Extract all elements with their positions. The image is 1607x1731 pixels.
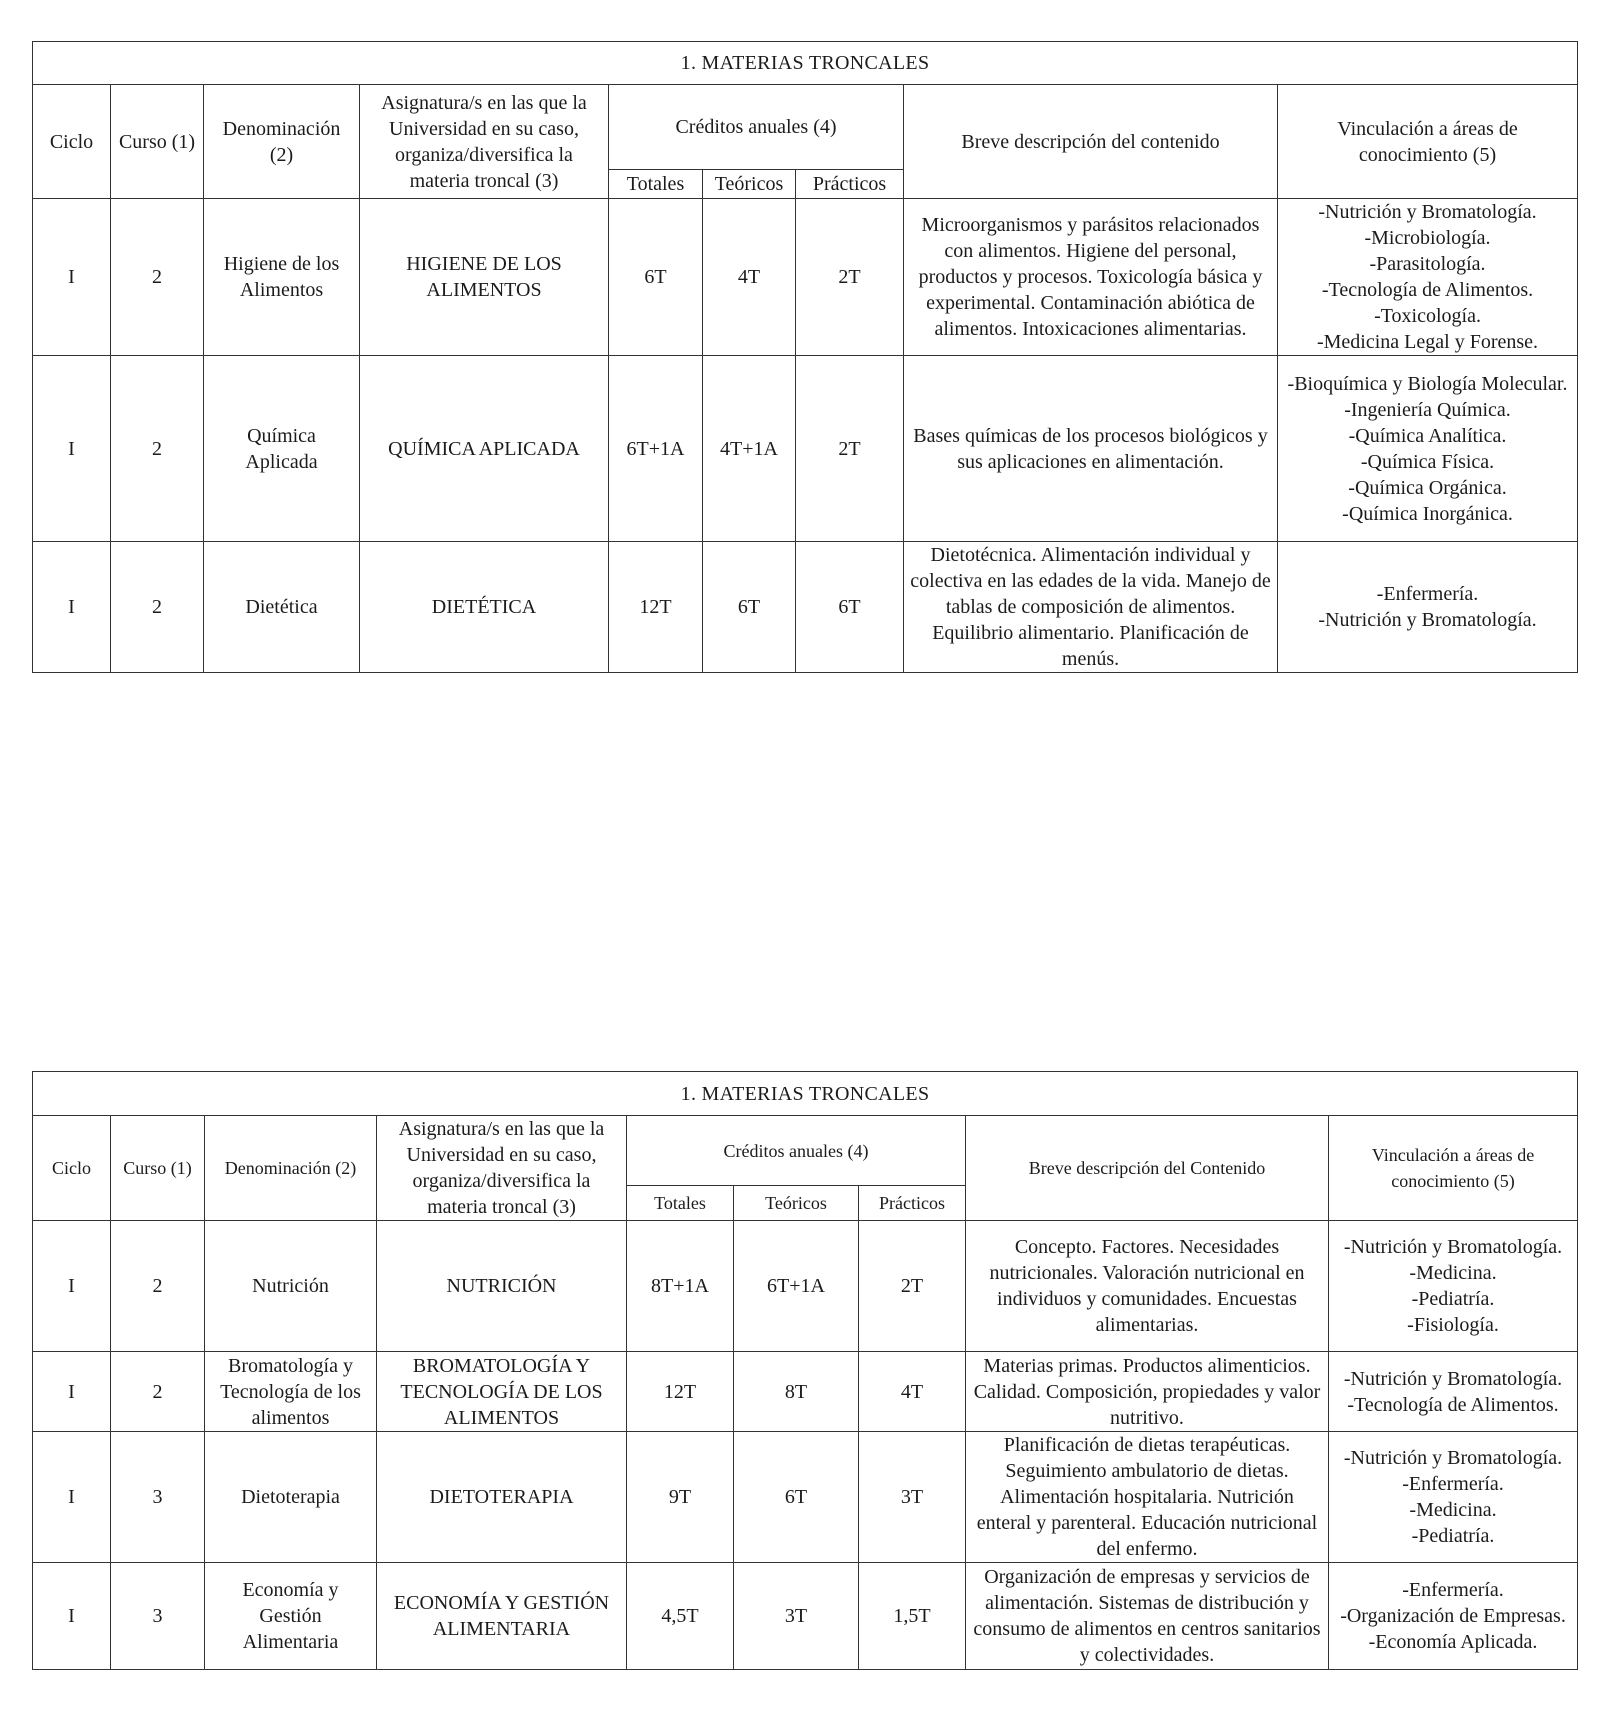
cell-totales: 6T	[609, 199, 703, 356]
cell-descripcion: Planificación de dietas terapéuticas. Seguimiento ambulatorio de dietas. Alimentación hospitalaria. Nutrición enteral y parenteral. Educación nutricional del enfermo.	[966, 1432, 1329, 1563]
cell-curso: 2	[111, 356, 204, 542]
cell-denominacion: Química Aplicada	[204, 356, 360, 542]
table-row	[33, 542, 1578, 673]
cell-practicos: 4T	[859, 1352, 966, 1432]
cell-asignatura: QUÍMICA APLICADA	[360, 356, 609, 542]
header-vinculacion: Vinculación a áreas de conocimiento (5)	[1278, 85, 1578, 199]
cell-totales: 6T+1A	[609, 356, 703, 542]
cell-areas	[1278, 199, 1578, 356]
cell-asignatura: BROMATOLOGÍA Y TECNOLOGÍA DE LOS ALIMENTOS	[377, 1352, 627, 1432]
header-totales: Totales	[627, 1186, 734, 1221]
area-item: -Nutrición y Bromatología.	[1343, 1236, 1563, 1258]
cell-descripcion: Bases químicas de los procesos biológicos y sus aplicaciones en alimentación.	[904, 356, 1278, 542]
cell-teoricos: 8T	[734, 1352, 859, 1432]
cell-teoricos: 6T+1A	[734, 1221, 859, 1352]
cell-totales: 4,5T	[627, 1563, 734, 1670]
header-ciclo: Ciclo	[33, 1116, 111, 1221]
area-item: -Enfermería.	[1402, 1579, 1504, 1601]
cell-teoricos: 3T	[734, 1563, 859, 1670]
cell-denominacion: Nutrición	[205, 1221, 377, 1352]
area-item: -Toxicología.	[1374, 305, 1481, 327]
cell-practicos: 2T	[796, 356, 904, 542]
cell-asignatura: DIETOTERAPIA	[377, 1432, 627, 1563]
area-item: -Ingeniería Química.	[1344, 398, 1511, 421]
table-row	[33, 1432, 1578, 1563]
materias-troncales-table-2	[32, 1071, 1578, 1670]
cell-areas	[1329, 1563, 1578, 1670]
cell-ciclo: I	[33, 199, 111, 356]
cell-areas	[1329, 1352, 1578, 1432]
table-title: 1. MATERIAS TRONCALES	[33, 42, 1578, 85]
table-row	[33, 356, 1578, 542]
area-item: -Pediatría.	[1411, 1288, 1495, 1310]
header-denominacion: Denominación (2)	[204, 85, 360, 199]
area-item: -Química Analítica.	[1348, 424, 1507, 447]
header-teoricos: Teóricos	[734, 1186, 859, 1221]
cell-curso: 3	[111, 1563, 205, 1670]
area-item: -Tecnología de Alimentos.	[1347, 1393, 1559, 1416]
area-item: -Química Inorgánica.	[1342, 502, 1513, 525]
header-ciclo: Ciclo	[33, 85, 111, 199]
cell-ciclo: I	[33, 1221, 111, 1352]
cell-areas	[1278, 356, 1578, 542]
header-vinculacion: Vinculación a áreas de conocimiento (5)	[1329, 1116, 1578, 1221]
header-teoricos: Teóricos	[703, 170, 796, 199]
cell-totales: 12T	[627, 1352, 734, 1432]
cell-practicos: 2T	[796, 199, 904, 356]
cell-asignatura: HIGIENE DE LOS ALIMENTOS	[360, 199, 609, 356]
area-item: -Química Orgánica.	[1348, 476, 1507, 499]
cell-areas	[1329, 1432, 1578, 1563]
cell-ciclo: I	[33, 356, 111, 542]
cell-ciclo: I	[33, 1563, 111, 1670]
materias-troncales-table-1	[32, 41, 1578, 673]
header-asignatura: Asignatura/s en las que la Universidad en su caso, organiza/diversifica la materia troncal (3)	[360, 85, 609, 199]
area-item: -Economía Aplicada.	[1368, 1631, 1538, 1653]
area-item: -Nutrición y Bromatología.	[1318, 609, 1537, 631]
area-item: -Química Física.	[1360, 450, 1495, 473]
area-item: -Parasitología.	[1369, 253, 1486, 275]
header-practicos: Prácticos	[796, 170, 904, 199]
area-item: -Microbiología.	[1364, 227, 1491, 249]
cell-denominacion: Dietoterapia	[205, 1432, 377, 1563]
cell-practicos: 1,5T	[859, 1563, 966, 1670]
area-item: -Organización de Empresas.	[1340, 1605, 1566, 1627]
area-item: -Fisiología.	[1407, 1314, 1499, 1336]
cell-descripcion: Concepto. Factores. Necesidades nutricionales. Valoración nutricional en individuos y comunidades. Encuestas alimentarias.	[966, 1221, 1329, 1352]
cell-totales: 12T	[609, 542, 703, 673]
table-row	[33, 1563, 1578, 1670]
header-creditos: Créditos anuales (4)	[627, 1116, 966, 1186]
cell-teoricos: 4T+1A	[703, 356, 796, 542]
cell-areas	[1278, 542, 1578, 673]
header-curso: Curso (1)	[111, 1116, 205, 1221]
area-item: -Medicina Legal y Forense.	[1316, 331, 1539, 353]
cell-descripcion: Microorganismos y parásitos relacionados con alimentos. Higiene del personal, productos y procesos. Toxicología básica y experimental. Contaminación abiótica de alimentos. Intoxicaciones alimentarias.	[904, 199, 1278, 356]
cell-asignatura: ECONOMÍA Y GESTIÓN ALIMENTARIA	[377, 1563, 627, 1670]
cell-curso: 3	[111, 1432, 205, 1563]
area-item: -Enfermería.	[1402, 1473, 1504, 1495]
header-curso: Curso (1)	[111, 85, 204, 199]
cell-totales: 9T	[627, 1432, 734, 1563]
area-item: -Enfermería.	[1376, 583, 1479, 605]
cell-ciclo: I	[33, 1352, 111, 1432]
area-item: -Tecnología de Alimentos.	[1321, 279, 1534, 301]
header-descripcion: Breve descripción del contenido	[904, 85, 1278, 199]
cell-curso: 2	[111, 1352, 205, 1432]
area-item: -Medicina.	[1409, 1262, 1497, 1284]
cell-ciclo: I	[33, 1432, 111, 1563]
cell-asignatura: DIETÉTICA	[360, 542, 609, 673]
header-totales: Totales	[609, 170, 703, 199]
area-item: -Nutrición y Bromatología.	[1343, 1367, 1563, 1390]
cell-ciclo: I	[33, 542, 111, 673]
area-item: -Nutrición y Bromatología.	[1343, 1447, 1563, 1469]
cell-descripcion: Organización de empresas y servicios de alimentación. Sistemas de distribución y consumo de alimentos en centros sanitarios y colectividades.	[966, 1563, 1329, 1670]
table-row	[33, 199, 1578, 356]
cell-curso: 2	[111, 1221, 205, 1352]
table-title: 1. MATERIAS TRONCALES	[33, 1072, 1578, 1116]
cell-descripcion: Dietotécnica. Alimentación individual y colectiva en las edades de la vida. Manejo de tablas de composición de alimentos. Equilibrio alimentario. Planificación de menús.	[904, 542, 1278, 673]
cell-areas	[1329, 1221, 1578, 1352]
area-item: -Medicina.	[1409, 1499, 1497, 1521]
header-creditos: Créditos anuales (4)	[609, 85, 904, 170]
cell-denominacion: Bromatología y Tecnología de los alimentos	[205, 1352, 377, 1432]
table-row	[33, 1221, 1578, 1352]
header-practicos: Prácticos	[859, 1186, 966, 1221]
cell-practicos: 2T	[859, 1221, 966, 1352]
area-item: -Bioquímica y Biología Molecular.	[1287, 372, 1568, 395]
cell-practicos: 3T	[859, 1432, 966, 1563]
table-row	[33, 1352, 1578, 1432]
cell-curso: 2	[111, 542, 204, 673]
cell-denominacion: Dietética	[204, 542, 360, 673]
area-item: -Pediatría.	[1411, 1525, 1495, 1547]
cell-curso: 2	[111, 199, 204, 356]
cell-practicos: 6T	[796, 542, 904, 673]
cell-denominacion: Higiene de los Alimentos	[204, 199, 360, 356]
header-asignatura: Asignatura/s en las que la Universidad en su caso, organiza/diversifica la materia troncal (3)	[377, 1116, 627, 1221]
header-denominacion: Denominación (2)	[205, 1116, 377, 1221]
cell-teoricos: 6T	[703, 542, 796, 673]
area-item: -Nutrición y Bromatología.	[1318, 201, 1537, 223]
cell-teoricos: 4T	[703, 199, 796, 356]
cell-descripcion: Materias primas. Productos alimenticios. Calidad. Composición, propiedades y valor nutritivo.	[966, 1352, 1329, 1432]
header-descripcion: Breve descripción del Contenido	[966, 1116, 1329, 1221]
cell-totales: 8T+1A	[627, 1221, 734, 1352]
cell-teoricos: 6T	[734, 1432, 859, 1563]
cell-asignatura: NUTRICIÓN	[377, 1221, 627, 1352]
cell-denominacion: Economía y Gestión Alimentaria	[205, 1563, 377, 1670]
